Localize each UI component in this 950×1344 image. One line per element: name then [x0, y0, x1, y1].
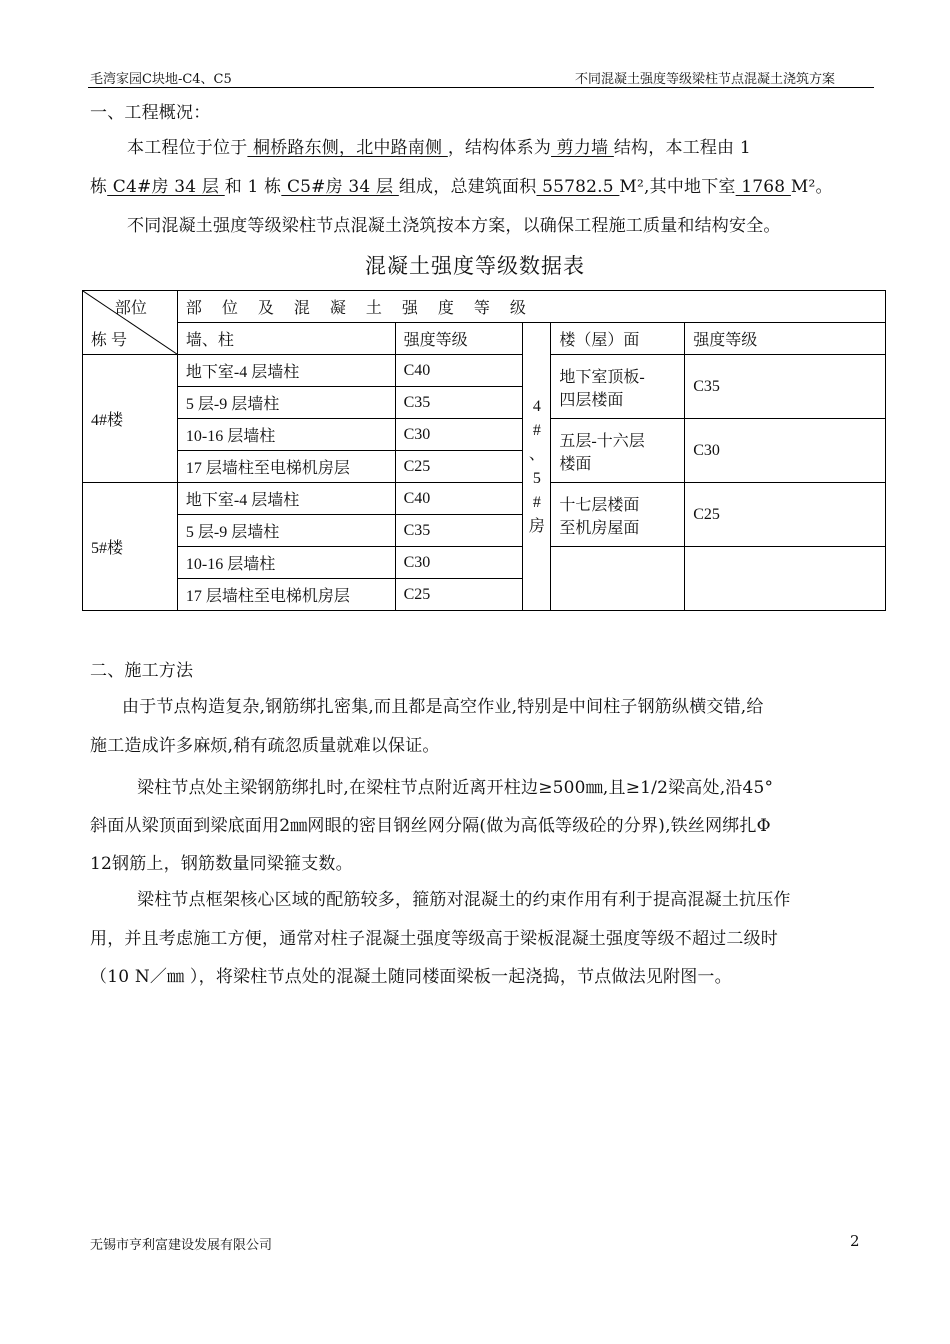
part-cell: 10-16 层墙柱 — [177, 419, 395, 451]
section2-p2-line1: 梁柱节点处主梁钢筋绑扎时,在梁柱节点附近离开柱边≥500㎜,且≥1/2梁高处,沿45° — [137, 778, 774, 798]
floor-line: 楼面 — [559, 455, 592, 473]
col-header-wall: 墙、柱 — [177, 323, 395, 355]
section1-paragraph-3: 不同混凝土强度等级梁柱节点混凝土浇筑按本方案，以确保工程施工质量和结构安全。 — [127, 216, 781, 236]
table-title: 混凝土强度等级数据表 — [365, 254, 585, 278]
floor-line: 四层楼面 — [559, 391, 624, 409]
section2-heading: 二、施工方法 — [90, 661, 194, 681]
floor-grade-cell: C25 — [685, 483, 886, 547]
section2-p2-line3: 12钢筋上，钢筋数量同梁箍支数。 — [90, 854, 353, 874]
grade-cell: C40 — [395, 483, 523, 515]
header-left: 毛湾家园C块地-C4、C5 — [90, 72, 232, 87]
building-name: 5#楼 — [83, 483, 178, 611]
grade-cell: C25 — [395, 451, 523, 483]
location-value: 桐桥路东侧，北中路南侧 — [247, 138, 448, 158]
grade-cell: C30 — [395, 419, 523, 451]
grade-cell: C30 — [395, 547, 523, 579]
floor-line: 五层-十六层 — [559, 432, 645, 450]
part-cell: 地下室-4 层墙柱 — [177, 355, 395, 387]
vertical-char: 5 — [532, 469, 541, 487]
floor-cell — [551, 419, 685, 483]
grade-cell: C35 — [395, 515, 523, 547]
col-header-floor-grade: 强度等级 — [685, 323, 886, 355]
text: ，结构体系为 — [447, 138, 552, 158]
section2-p1-line2: 施工造成许多麻烦,稍有疏忽质量就难以保证。 — [90, 736, 440, 756]
text: M²,其中地下室 — [619, 177, 736, 197]
basement-area: 1768 — [735, 177, 791, 197]
section2-p1-line1: 由于节点构造复杂,钢筋绑扎密集,而且都是高空作业,特别是中间柱子钢筋纵横交错,给 — [122, 697, 764, 717]
text: 本工程位于位于 — [127, 138, 248, 158]
vertical-char: # — [532, 421, 541, 439]
grade-cell: C35 — [395, 387, 523, 419]
floor-line: 至机房屋面 — [559, 519, 640, 537]
empty-cell — [685, 547, 886, 611]
concrete-grade-table — [82, 290, 886, 611]
middle-vertical-label — [523, 323, 551, 611]
header-rule — [88, 87, 874, 88]
building-c5: C5#房 34 层 — [281, 177, 399, 197]
part-cell: 地下室-4 层墙柱 — [177, 483, 395, 515]
total-area: 55782.5 — [536, 177, 620, 197]
vertical-char: 、 — [528, 445, 545, 463]
table-row — [83, 355, 886, 387]
table-row — [83, 547, 886, 579]
corner-label-top: 部位 — [114, 300, 147, 317]
table-row — [83, 419, 886, 451]
empty-cell — [551, 547, 685, 611]
part-cell: 17 层墙柱至电梯机房层 — [177, 579, 395, 611]
corner-label-bottom: 栋 号 — [91, 332, 128, 349]
grade-cell: C25 — [395, 579, 523, 611]
vertical-char: 房 — [528, 517, 545, 535]
part-cell: 5 层-9 层墙柱 — [177, 387, 395, 419]
section2-p2-line2: 斜面从梁顶面到梁底面用2㎜网眼的密目钢丝网分隔(做为高低等级砼的分界),铁丝网绑扎Φ — [90, 816, 771, 836]
col-header-grade: 强度等级 — [395, 323, 523, 355]
text: 栋 — [90, 177, 108, 197]
floor-grade-cell: C30 — [685, 419, 886, 483]
floor-line: 地下室顶板- — [559, 368, 645, 386]
footer-company: 无锡市亨利富建设发展有限公司 — [90, 1238, 273, 1253]
text: 和 1 栋 — [224, 177, 282, 197]
part-cell: 5 层-9 层墙柱 — [177, 515, 395, 547]
section1-paragraph-1 — [127, 133, 751, 158]
section2-p3-line3: （10 N／㎜ ），将梁柱节点处的混凝土随同楼面梁板一起浇捣，节点做法见附图一。 — [90, 967, 732, 987]
table-corner-cell — [83, 291, 178, 355]
vertical-char: 4 — [532, 397, 541, 415]
building-c4: C4#房 34 层 — [107, 177, 225, 197]
part-cell: 17 层墙柱至电梯机房层 — [177, 451, 395, 483]
section2-p3-line2: 用，并且考虑施工方便，通常对柱子混凝土强度等级高于梁板混凝土强度等级不超过二级时 — [90, 929, 778, 949]
text: 结构，本工程由 1 — [613, 138, 751, 158]
section2-p3-line1: 梁柱节点框架核心区域的配筋较多，箍筋对混凝土的约束作用有利于提高混凝土抗压作 — [137, 890, 791, 910]
col-header-floor: 楼（屋）面 — [551, 323, 685, 355]
floor-grade-cell: C35 — [685, 355, 886, 419]
grade-cell: C40 — [395, 355, 523, 387]
floor-cell — [551, 355, 685, 419]
table-row — [83, 483, 886, 515]
text: M²。 — [790, 177, 833, 197]
vertical-char: # — [532, 493, 541, 511]
section1-heading: 一、工程概况： — [90, 103, 211, 123]
building-name: 4#楼 — [83, 355, 178, 483]
part-cell: 10-16 层墙柱 — [177, 547, 395, 579]
page-number: 2 — [850, 1232, 860, 1250]
structure-value: 剪力墙 — [551, 138, 614, 158]
section1-paragraph-2 — [90, 172, 833, 197]
text: 组成，总建筑面积 — [398, 177, 537, 197]
header-right: 不同混凝土强度等级梁柱节点混凝土浇筑方案 — [575, 72, 836, 87]
floor-cell — [551, 483, 685, 547]
table-header-span: 部 位 及 混 凝 土 强 度 等 级 — [177, 291, 885, 323]
floor-line: 十七层楼面 — [559, 496, 640, 514]
